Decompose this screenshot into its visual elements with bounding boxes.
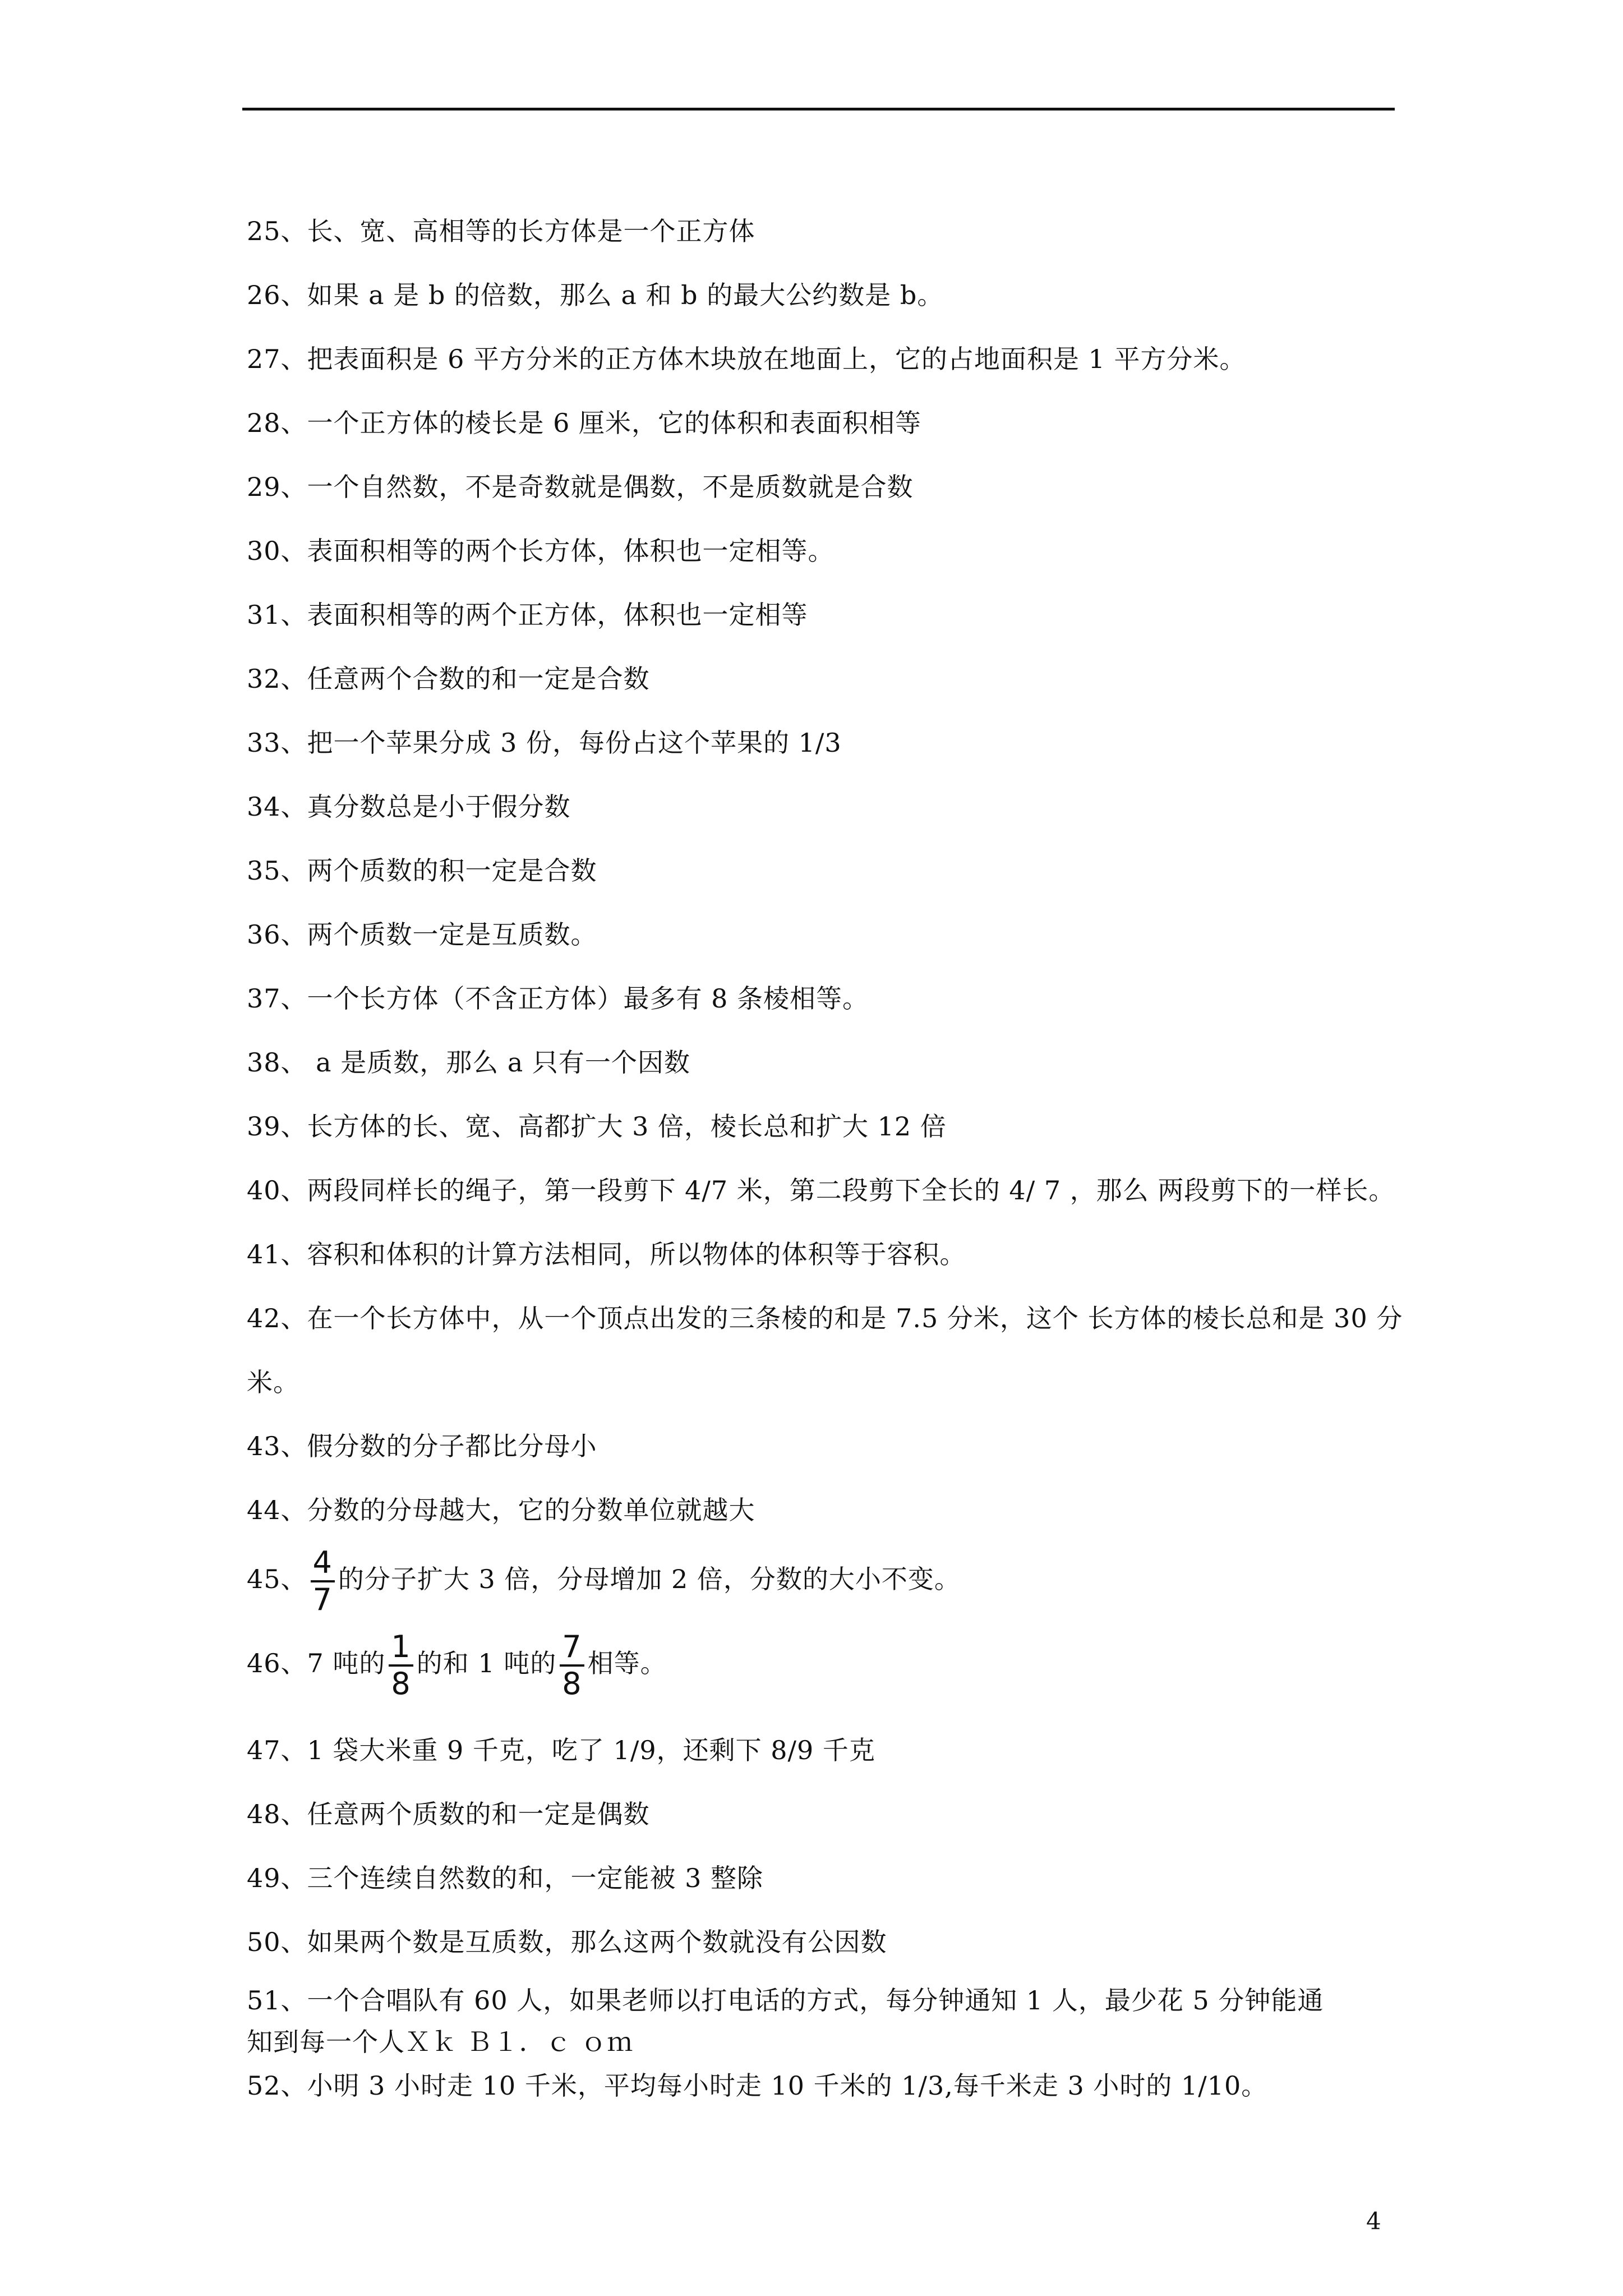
item-33: 33、把一个苹果分成 3 份，每份占这个苹果的 1/3 bbox=[247, 728, 842, 758]
item-46-suffix: 相等。 bbox=[587, 1648, 667, 1678]
item-46-prefix: 46、7 吨的 bbox=[247, 1648, 386, 1678]
item-52: 52、小明 3 小时走 10 千米，平均每小时走 10 千米的 1/3,每千米走 3 小时的 1/10。 bbox=[247, 2070, 1268, 2101]
item-48: 48、任意两个质数的和一定是偶数 bbox=[247, 1799, 650, 1829]
item-36: 36、两个质数一定是互质数。 bbox=[247, 919, 597, 950]
fraction-numerator: 1 bbox=[391, 1629, 411, 1664]
page-number: 4 bbox=[1366, 2207, 1381, 2235]
item-34: 34、真分数总是小于假分数 bbox=[247, 792, 571, 822]
item-31: 31、表面积相等的两个正方体，体积也一定相等 bbox=[247, 600, 808, 630]
item-45 bbox=[247, 1540, 961, 1618]
item-25: 25、长、宽、高相等的长方体是一个正方体 bbox=[247, 216, 755, 246]
item-37: 37、一个长方体（不含正方体）最多有 8 条棱相等。 bbox=[247, 983, 869, 1014]
fraction-numerator: 4 bbox=[312, 1545, 333, 1580]
item-50: 50、如果两个数是互质数，那么这两个数就没有公因数 bbox=[247, 1927, 887, 1957]
item-28: 28、一个正方体的棱长是 6 厘米，它的体积和表面积相等 bbox=[247, 408, 922, 438]
item-32: 32、任意两个合数的和一定是合数 bbox=[247, 664, 650, 694]
item-30: 30、表面积相等的两个长方体，体积也一定相等。 bbox=[247, 536, 834, 566]
item-29: 29、一个自然数，不是奇数就是偶数，不是质数就是合数 bbox=[247, 472, 914, 502]
item-42: 42、在一个长方体中，从一个顶点出发的三条棱的和是 7.5 分米，这个 长方体的棱长总和是 30 分 bbox=[247, 1303, 1403, 1333]
item-44: 44、分数的分母越大，它的分数单位就越大 bbox=[247, 1495, 755, 1525]
header-rule bbox=[242, 108, 1395, 111]
item-27: 27、把表面积是 6 平方分米的正方体木块放在地面上，它的占地面积是 1 平方分米。 bbox=[247, 344, 1246, 374]
item-47: 47、1 袋大米重 9 千克，吃了 1/9，还剩下 8/9 千克 bbox=[247, 1735, 875, 1765]
fraction-4-7 bbox=[311, 1547, 335, 1616]
fraction-denominator: 7 bbox=[312, 1582, 333, 1617]
fraction-7-8 bbox=[560, 1631, 584, 1700]
item-46-middle: 的和 1 吨的 bbox=[416, 1648, 557, 1678]
fraction-denominator: 8 bbox=[562, 1666, 582, 1701]
item-40: 40、两段同样长的绳子，第一段剪下 4/7 米，第二段剪下全长的 4/ 7 ，那么 两段剪下的一样长。 bbox=[247, 1175, 1395, 1205]
fraction-denominator: 8 bbox=[391, 1666, 411, 1701]
item-51: 51、一个合唱队有 60 人，如果老师以打电话的方式，每分钟通知 1 人，最少花 5 分钟能通 bbox=[247, 1985, 1324, 2016]
fraction-numerator: 7 bbox=[562, 1629, 582, 1664]
item-43: 43、假分数的分子都比分母小 bbox=[247, 1431, 597, 1461]
item-45-prefix: 45、 bbox=[247, 1564, 307, 1594]
item-45-suffix: 的分子扩大 3 倍，分母增加 2 倍，分数的大小不变。 bbox=[338, 1564, 961, 1594]
item-49: 49、三个连续自然数的和，一定能被 3 整除 bbox=[247, 1863, 764, 1893]
item-35: 35、两个质数的积一定是合数 bbox=[247, 855, 597, 886]
item-51-cont: 知到每一个人Ｘｋ Ｂ１．ｃ ｏｍ bbox=[247, 2027, 634, 2057]
item-42-cont: 米。 bbox=[247, 1367, 299, 1397]
item-46 bbox=[247, 1624, 667, 1703]
item-38: 38、 a 是质数，那么 a 只有一个因数 bbox=[247, 1047, 690, 1078]
item-26: 26、如果 a 是 b 的倍数，那么 a 和 b 的最大公约数是 b。 bbox=[247, 280, 944, 310]
item-41: 41、容积和体积的计算方法相同，所以物体的体积等于容积。 bbox=[247, 1239, 966, 1269]
item-39: 39、长方体的长、宽、高都扩大 3 倍，棱长总和扩大 12 倍 bbox=[247, 1111, 947, 1142]
fraction-1-8 bbox=[389, 1631, 413, 1700]
